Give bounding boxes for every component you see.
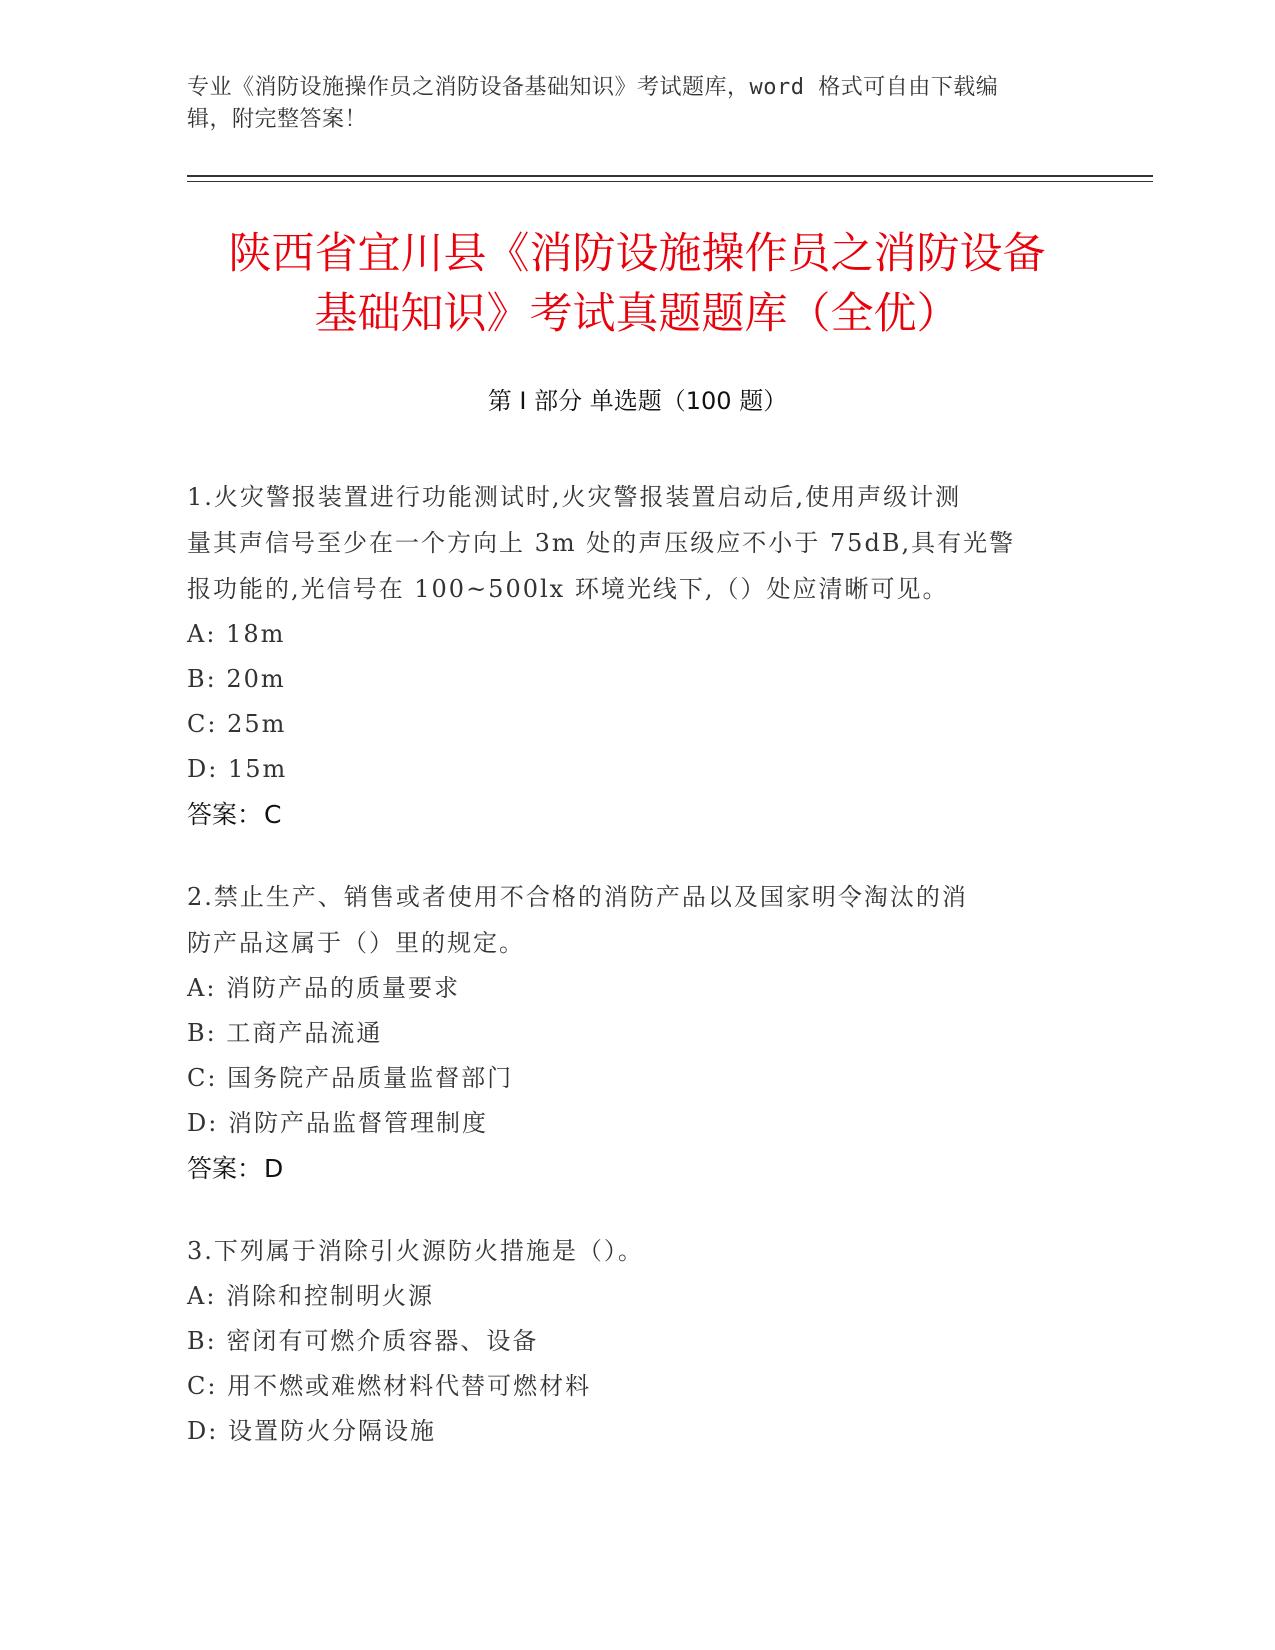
answer-value: C [264, 800, 282, 829]
question-option: D: 设置防火分隔设施 [187, 1417, 436, 1445]
question-2 [187, 874, 1067, 1192]
document-title [187, 224, 1087, 344]
answer-label: 答案： [187, 1154, 263, 1183]
header-divider-thin [187, 181, 1153, 182]
question-3 [187, 1228, 1067, 1454]
question-1 [187, 474, 1067, 838]
header-note [187, 72, 1067, 136]
question-option: C: 国务院产品质量监督部门 [187, 1064, 514, 1092]
question-answer [187, 792, 1067, 838]
question-stem-line: 防产品这属于（）里的规定。 [187, 929, 525, 957]
question-stem-line: 量其声信号至少在一个方向上 3m 处的声压级应不小于 75dB,具有光警 [187, 529, 1016, 557]
header-note-line-1: 专业《消防设施操作员之消防设备基础知识》考试题库，word 格式可自由下载编 [187, 75, 999, 100]
question-stem-line: 报功能的,光信号在 100~500lx 环境光线下,（）处应清晰可见。 [187, 575, 949, 603]
question-option: B: 密闭有可燃介质容器、设备 [187, 1327, 539, 1355]
question-option: B: 工商产品流通 [187, 1019, 383, 1047]
question-option: A: 18m [187, 620, 286, 648]
question-option: C: 25m [187, 710, 287, 738]
section-heading: 第 I 部分 单选题（100 题） [487, 387, 788, 415]
question-option: A: 消防产品的质量要求 [187, 974, 461, 1002]
question-stem-line: 3.下列属于消除引火源防火措施是（）。 [187, 1237, 644, 1265]
question-stem-line: 1.火灾警报装置进行功能测试时,火灾警报装置启动后,使用声级计测 [187, 483, 962, 511]
question-option: D: 消防产品监督管理制度 [187, 1109, 488, 1137]
question-list [187, 474, 1067, 1490]
question-stem-line: 2.禁止生产、销售或者使用不合格的消防产品以及国家明令淘汰的消 [187, 883, 968, 911]
question-option: A: 消除和控制明火源 [187, 1282, 435, 1310]
document-title-line-2: 基础知识》考试真题题库（全优） [314, 289, 960, 339]
header-note-line-2: 辑，附完整答案！ [187, 107, 368, 132]
question-option: B: 20m [187, 665, 286, 693]
question-option: C: 用不燃或难燃材料代替可燃材料 [187, 1372, 592, 1400]
answer-value: D [264, 1154, 284, 1183]
document-title-line-1: 陕西省宜川县《消防设施操作员之消防设备 [228, 229, 1046, 279]
question-answer [187, 1146, 1067, 1192]
question-option: D: 15m [187, 755, 288, 783]
answer-label: 答案： [187, 800, 263, 829]
header-divider-thick [187, 175, 1153, 177]
